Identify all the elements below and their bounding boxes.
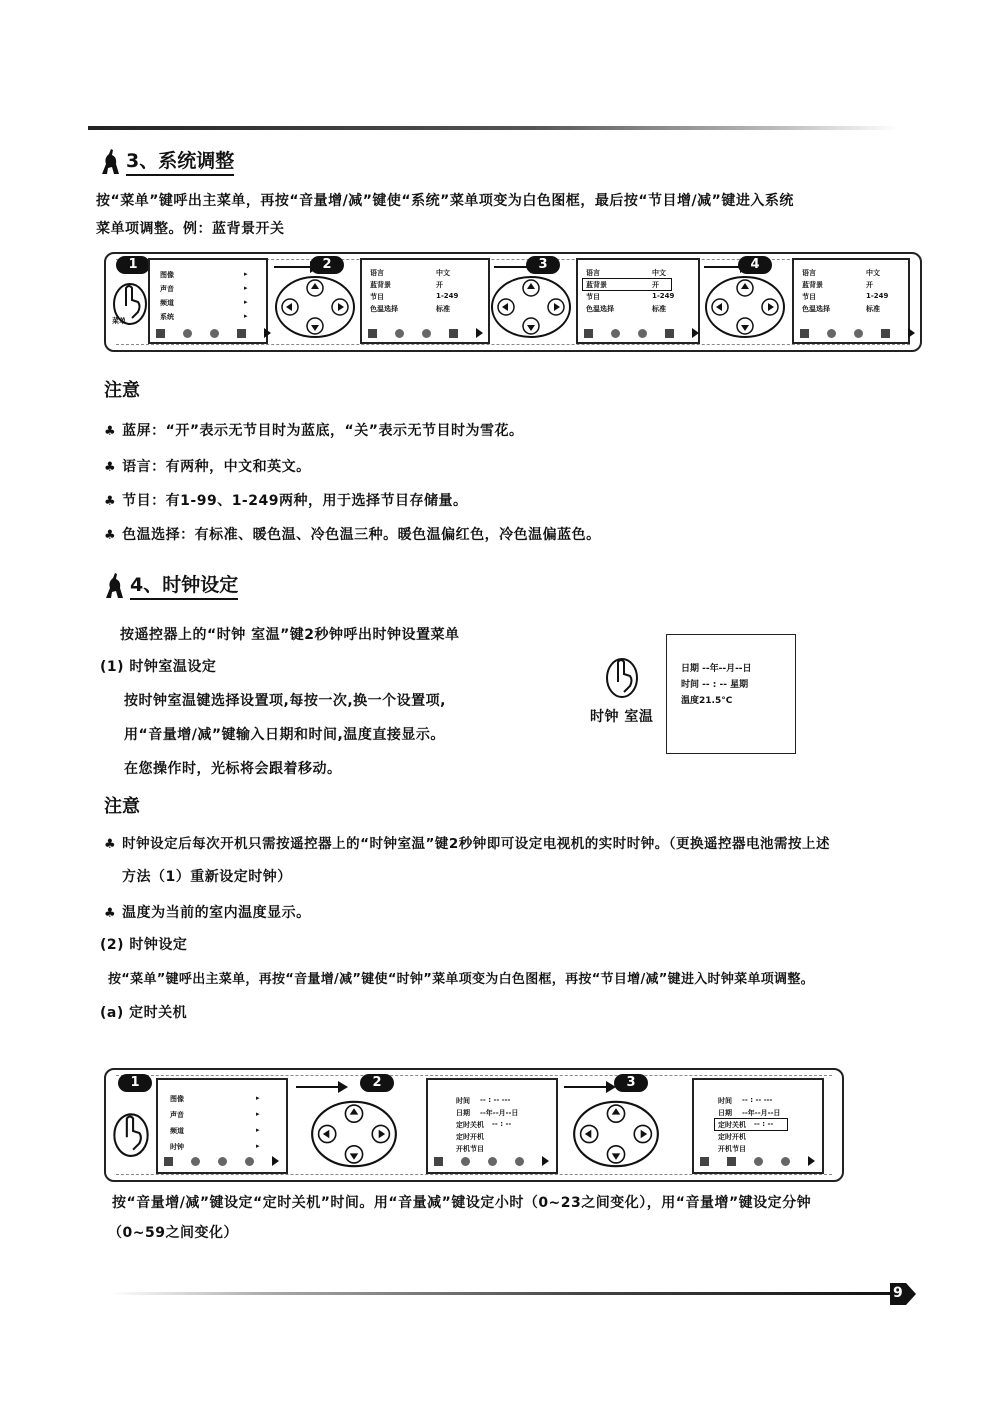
hand-press-icon: [112, 1106, 150, 1158]
clock-key-caption: 时钟 室温: [590, 709, 654, 725]
menu-item-value: 1-249: [866, 292, 889, 300]
menu-icon-row: [164, 1156, 279, 1166]
menu-item: 语言: [802, 269, 816, 277]
menu-item-arrow: ▸: [244, 298, 248, 306]
menu-item: 色温选择: [586, 305, 614, 313]
club-bullet-icon: ♣: [104, 837, 117, 852]
menu-item: 定时关机: [456, 1121, 484, 1129]
clock-screen: [666, 634, 796, 754]
menu-item-value: 开: [652, 281, 659, 289]
clock-time: 时间 -- : -- 星期: [681, 680, 749, 690]
menu-item: 系统: [160, 313, 174, 321]
system-steps-strip: [104, 252, 922, 352]
sub-1-line: 用“音量增/减”键输入日期和时间,温度直接显示。: [124, 727, 445, 743]
menu-item: 蓝背景: [370, 281, 391, 289]
menu-item: 蓝背景: [802, 281, 823, 289]
remote-pad-icon: [572, 1098, 660, 1170]
remote-pad-icon: [274, 274, 356, 340]
menu-icon-row: [800, 328, 915, 338]
remote-pad-icon: [490, 274, 572, 340]
arrow-right-icon: [296, 1086, 346, 1088]
menu-item: 节目: [802, 293, 816, 301]
menu-item: 声音: [160, 285, 174, 293]
menu-item-value: 标准: [652, 305, 666, 313]
section-3-heading: [96, 146, 234, 176]
sub-1-title: (1) 时钟室温设定: [100, 659, 217, 675]
menu-item: 色温选择: [370, 305, 398, 313]
note-2-item-2: [104, 902, 311, 922]
sub-2a-title: (a) 定时关机: [100, 1005, 188, 1021]
club-bullet-icon: ♣: [104, 460, 117, 475]
clock-steps-strip: [104, 1068, 844, 1182]
step-badge-2: 2: [310, 256, 344, 274]
step-badge-3: 3: [614, 1074, 648, 1092]
clock-date: 日期 --年--月--日: [681, 664, 752, 674]
note-1-item: [104, 524, 601, 544]
menu-screen-3: [576, 258, 700, 344]
menu-item-value: 标准: [866, 305, 880, 313]
menu-item-value: -- : -- ---: [742, 1096, 773, 1104]
menu-item: 定时开机: [718, 1133, 746, 1141]
note-1-item: [104, 420, 523, 440]
menu-item-value: 1-249: [652, 292, 675, 300]
menu-item: 声音: [170, 1111, 184, 1119]
club-bullet-icon: ♣: [104, 494, 117, 509]
menu-item: 语言: [586, 269, 600, 277]
menu-item-arrow: ▸: [256, 1094, 260, 1102]
menu-item-value: 中文: [436, 269, 450, 277]
menu-icon-row: [368, 328, 483, 338]
top-rule: [88, 126, 898, 130]
remote-pad-icon: [310, 1098, 398, 1170]
menu-item: 日期: [456, 1109, 470, 1117]
menu-screen-4: [792, 258, 910, 344]
section-4-intro: 按遥控器上的“时钟 室温”键2秒钟呼出时钟设置菜单: [120, 627, 460, 643]
step-badge-3: 3: [526, 256, 560, 274]
menu-item-value: 标准: [436, 305, 450, 313]
hand-press-icon: [604, 652, 640, 700]
clock-menu-screen-2: [426, 1078, 558, 1174]
menu-item: 节目: [586, 293, 600, 301]
menu-item-value: -- : --: [492, 1120, 512, 1128]
menu-item-value: -- : -- ---: [480, 1096, 511, 1104]
menu-icon-row: [700, 1156, 815, 1166]
clock-menu-screen-3: [692, 1078, 824, 1174]
menu-item-value: 1-249: [436, 292, 459, 300]
note-2-item-1-text: 时钟设定后每次开机只需按遥控器上的“时钟室温”键2秒钟即可设定电视机的实时时钟。（更换遥控器电池需按上述: [122, 836, 831, 852]
note-1-item: [104, 456, 311, 476]
menu-item: 定时开机: [456, 1133, 484, 1141]
section-3-para-1: 按“菜单”键呼出主菜单，再按“音量增/减”键使“系统”菜单项变为白色图框，最后按“节目增/减”键进入系统: [96, 193, 794, 209]
step-badge-1: 1: [118, 1074, 152, 1092]
menu-item-value: -- : --: [754, 1120, 774, 1128]
step-badge-4: 4: [738, 256, 772, 274]
menu-item: 开机节目: [718, 1145, 746, 1153]
section-3-para-2: 菜单项调整。例：蓝背景开关: [96, 221, 285, 237]
menu-item: 日期: [718, 1109, 732, 1117]
menu-item: 蓝背景: [586, 281, 607, 289]
menu-item: 开机节目: [456, 1145, 484, 1153]
note-1-item-text: 色温选择：有标准、暖色温、冷色温三种。暖色温偏红色，冷色温偏蓝色。: [122, 527, 601, 543]
menu-item: 图像: [160, 271, 174, 279]
menu-item-arrow: ▸: [256, 1126, 260, 1134]
clock-menu-screen-1: [156, 1078, 288, 1174]
kangaroo-icon: [100, 570, 126, 600]
menu-item: 语言: [370, 269, 384, 277]
note-1-item-text: 节目：有1-99、1-249两种，用于选择节目存储量。: [122, 493, 468, 509]
menu-screen-1: [148, 258, 268, 344]
menu-item: 时钟: [170, 1143, 184, 1151]
kangaroo-icon: [96, 146, 122, 176]
strip-2-caption-1: 按“音量增/减”键设定“定时关机”时间。用“音量减”键设定小时（0~23之间变化），用“音量增”键设定分钟: [112, 1195, 812, 1211]
note-1-title: 注意: [104, 380, 140, 401]
club-bullet-icon: ♣: [104, 528, 117, 543]
menu-item-value: --年--月--日: [742, 1109, 781, 1117]
hand-label: 菜单: [112, 317, 126, 325]
note-2-item-2-text: 温度为当前的室内温度显示。: [122, 905, 311, 921]
menu-item-value: 开: [436, 281, 443, 289]
menu-item-value: 开: [866, 281, 873, 289]
sub-1-line: 按时钟室温键选择设置项,每按一次,换一个设置项,: [124, 693, 446, 709]
menu-item-arrow: ▸: [256, 1142, 260, 1150]
note-2-item-1: [104, 832, 830, 852]
menu-item-arrow: ▸: [244, 270, 248, 278]
remote-pad-icon: [704, 274, 786, 340]
menu-icon-row: [584, 328, 699, 338]
menu-item: 频道: [170, 1127, 184, 1135]
menu-icon-row: [434, 1156, 549, 1166]
section-3-title: 3、系统调整: [126, 146, 234, 176]
menu-item: 图像: [170, 1095, 184, 1103]
note-1-item-text: 蓝屏：“开”表示无节目时为蓝底，“关”表示无节目时为雪花。: [122, 423, 524, 439]
menu-item-value: --年--月--日: [480, 1109, 519, 1117]
arrow-right-icon: [564, 1086, 614, 1088]
sub-1-line: 在您操作时，光标将会跟着移动。: [124, 761, 342, 777]
note-2-item-1-cont: 方法（1）重新设定时钟）: [122, 869, 292, 885]
page-number: 9: [893, 1285, 903, 1301]
menu-item-arrow: ▸: [244, 312, 248, 320]
note-1-item: [104, 490, 467, 510]
note-1-item-text: 语言：有两种，中文和英文。: [122, 459, 311, 475]
menu-item: 时间: [718, 1097, 732, 1105]
menu-item: 定时关机: [718, 1121, 746, 1129]
clock-temp: 温度21.5°C: [681, 696, 733, 706]
bottom-rule: [110, 1292, 898, 1295]
note-2-title: 注意: [104, 796, 140, 817]
sub-2-para: 按“菜单”键呼出主菜单，再按“音量增/减”键使“时钟”菜单项变为白色图框，再按“节目增/减”键进入时钟菜单项调整。: [108, 972, 814, 987]
menu-item: 色温选择: [802, 305, 830, 313]
club-bullet-icon: ♣: [104, 424, 117, 439]
menu-item: 频道: [160, 299, 174, 307]
menu-item-value: 中文: [866, 269, 880, 277]
sub-2-title: (2) 时钟设定: [100, 937, 188, 953]
menu-screen-2: [360, 258, 490, 344]
strip-2-caption-2: （0~59之间变化）: [108, 1225, 238, 1241]
club-bullet-icon: ♣: [104, 906, 117, 921]
menu-item: 时间: [456, 1097, 470, 1105]
menu-item-value: 中文: [652, 269, 666, 277]
step-badge-2: 2: [360, 1074, 394, 1092]
menu-item-arrow: ▸: [244, 284, 248, 292]
menu-item-arrow: ▸: [256, 1110, 260, 1118]
step-badge-1: 1: [116, 256, 150, 274]
menu-item: 节目: [370, 293, 384, 301]
menu-icon-row: [156, 328, 271, 338]
section-4-title: 4、时钟设定: [130, 570, 238, 600]
section-4-heading: [100, 570, 238, 600]
